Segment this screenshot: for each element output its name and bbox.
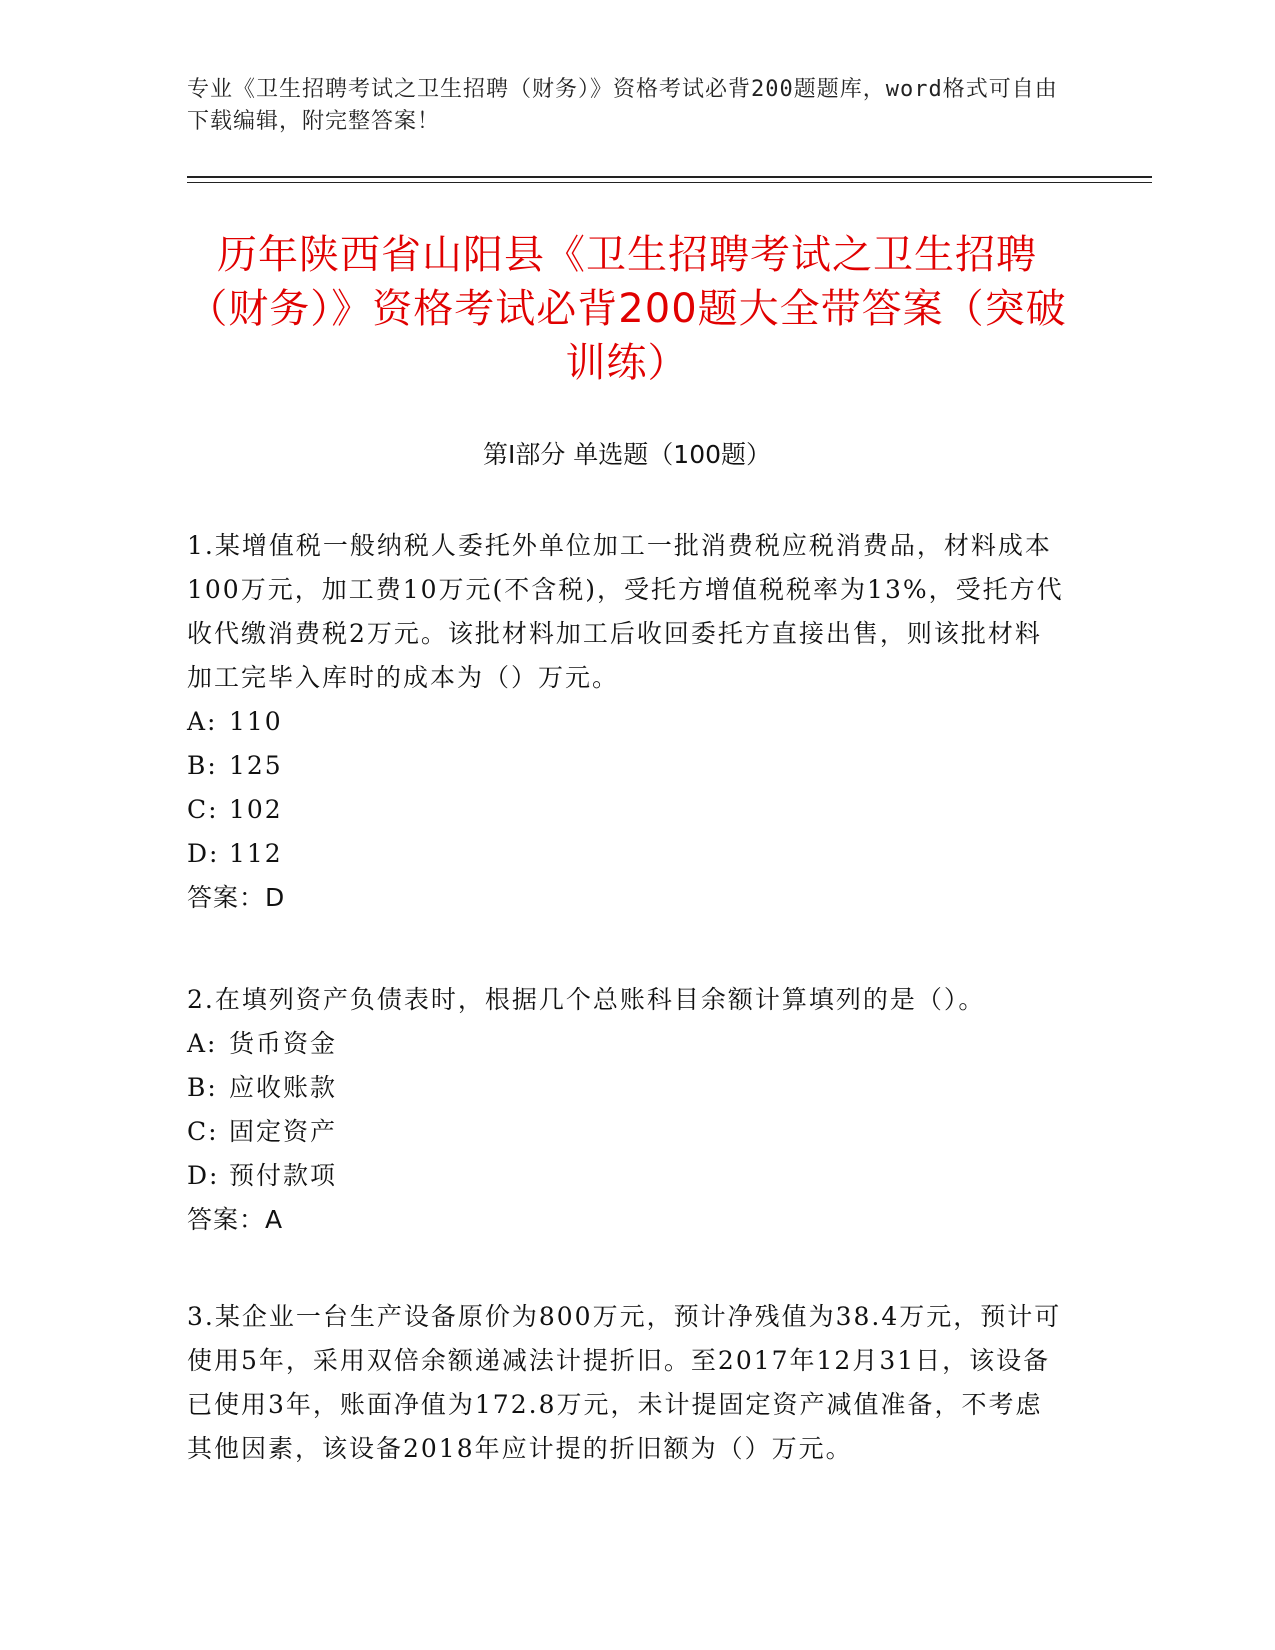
option-text: 102	[229, 795, 283, 824]
option-letter: A:	[187, 1029, 218, 1058]
header-divider	[187, 176, 1152, 178]
question-3	[187, 1295, 1067, 1471]
option-a	[187, 1022, 1067, 1066]
option-text: 125	[229, 751, 283, 780]
answer-label: 答案：D	[187, 883, 286, 912]
option-text: 预付款项	[229, 1161, 338, 1190]
option-c	[187, 788, 1067, 832]
option-letter: D:	[187, 839, 220, 868]
option-text: 货币资金	[229, 1029, 338, 1058]
option-d	[187, 1154, 1067, 1198]
option-c	[187, 1110, 1067, 1154]
option-letter: A:	[187, 707, 218, 736]
header-divider-thin	[187, 182, 1152, 183]
option-letter: C:	[187, 795, 219, 824]
option-text: 固定资产	[229, 1117, 338, 1146]
section-title: 第Ⅰ部分 单选题（100题）	[482, 440, 772, 469]
option-d	[187, 832, 1067, 876]
question-stem: 1.某增值税一般纳税人委托外单位加工一批消费税应税消费品，材料成本100万元，加工费10万元(不含税)，受托方增值税税率为13%，受托方代收代缴消费税2万元。该批材料加工后收回委托方直接出售，则该批材料加工完毕入库时的成本为（）万元。	[187, 531, 1064, 692]
answer-label: 答案：A	[187, 1205, 284, 1234]
header-note: 专业《卫生招聘考试之卫生招聘（财务）》资格考试必背200题题库，word格式可自由下载编辑，附完整答案！	[187, 77, 1058, 134]
document-title: 历年陕西省山阳县《卫生招聘考试之卫生招聘（财务）》资格考试必背200题大全带答案（突破训练）	[187, 232, 1067, 386]
option-letter: D:	[187, 1161, 220, 1190]
question-2	[187, 978, 1067, 1242]
option-letter: B:	[187, 1073, 218, 1102]
option-text: 112	[229, 839, 283, 868]
option-letter: C:	[187, 1117, 219, 1146]
option-text: 应收账款	[229, 1073, 338, 1102]
option-letter: B:	[187, 751, 218, 780]
option-text: 110	[229, 707, 283, 736]
option-b	[187, 1066, 1067, 1110]
option-b	[187, 744, 1067, 788]
question-stem: 3.某企业一台生产设备原价为800万元，预计净残值为38.4万元，预计可使用5年，采用双倍余额递减法计提折旧。至2017年12月31日，该设备已使用3年，账面净值为172.8万元，未计提固定资产减值准备，不考虑其他因素，该设备2018年应计提的折旧额为（）万元。	[187, 1302, 1062, 1463]
question-1	[187, 524, 1067, 920]
question-stem: 2.在填列资产负债表时，根据几个总账科目余额计算填列的是（）。	[187, 985, 986, 1014]
option-a	[187, 700, 1067, 744]
